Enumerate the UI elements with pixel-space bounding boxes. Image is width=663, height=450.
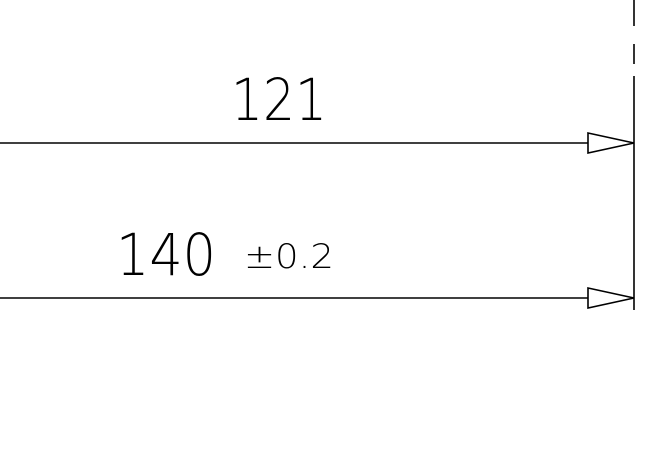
- dimension-value: 140: [116, 221, 216, 289]
- dimension-value: 121: [231, 66, 327, 134]
- arrowhead-icon: [588, 288, 634, 308]
- dimension-140: [0, 221, 634, 308]
- dimension-tolerance: ±0.2: [244, 237, 334, 277]
- dimension-121: [0, 66, 634, 153]
- arrowhead-icon: [588, 133, 634, 153]
